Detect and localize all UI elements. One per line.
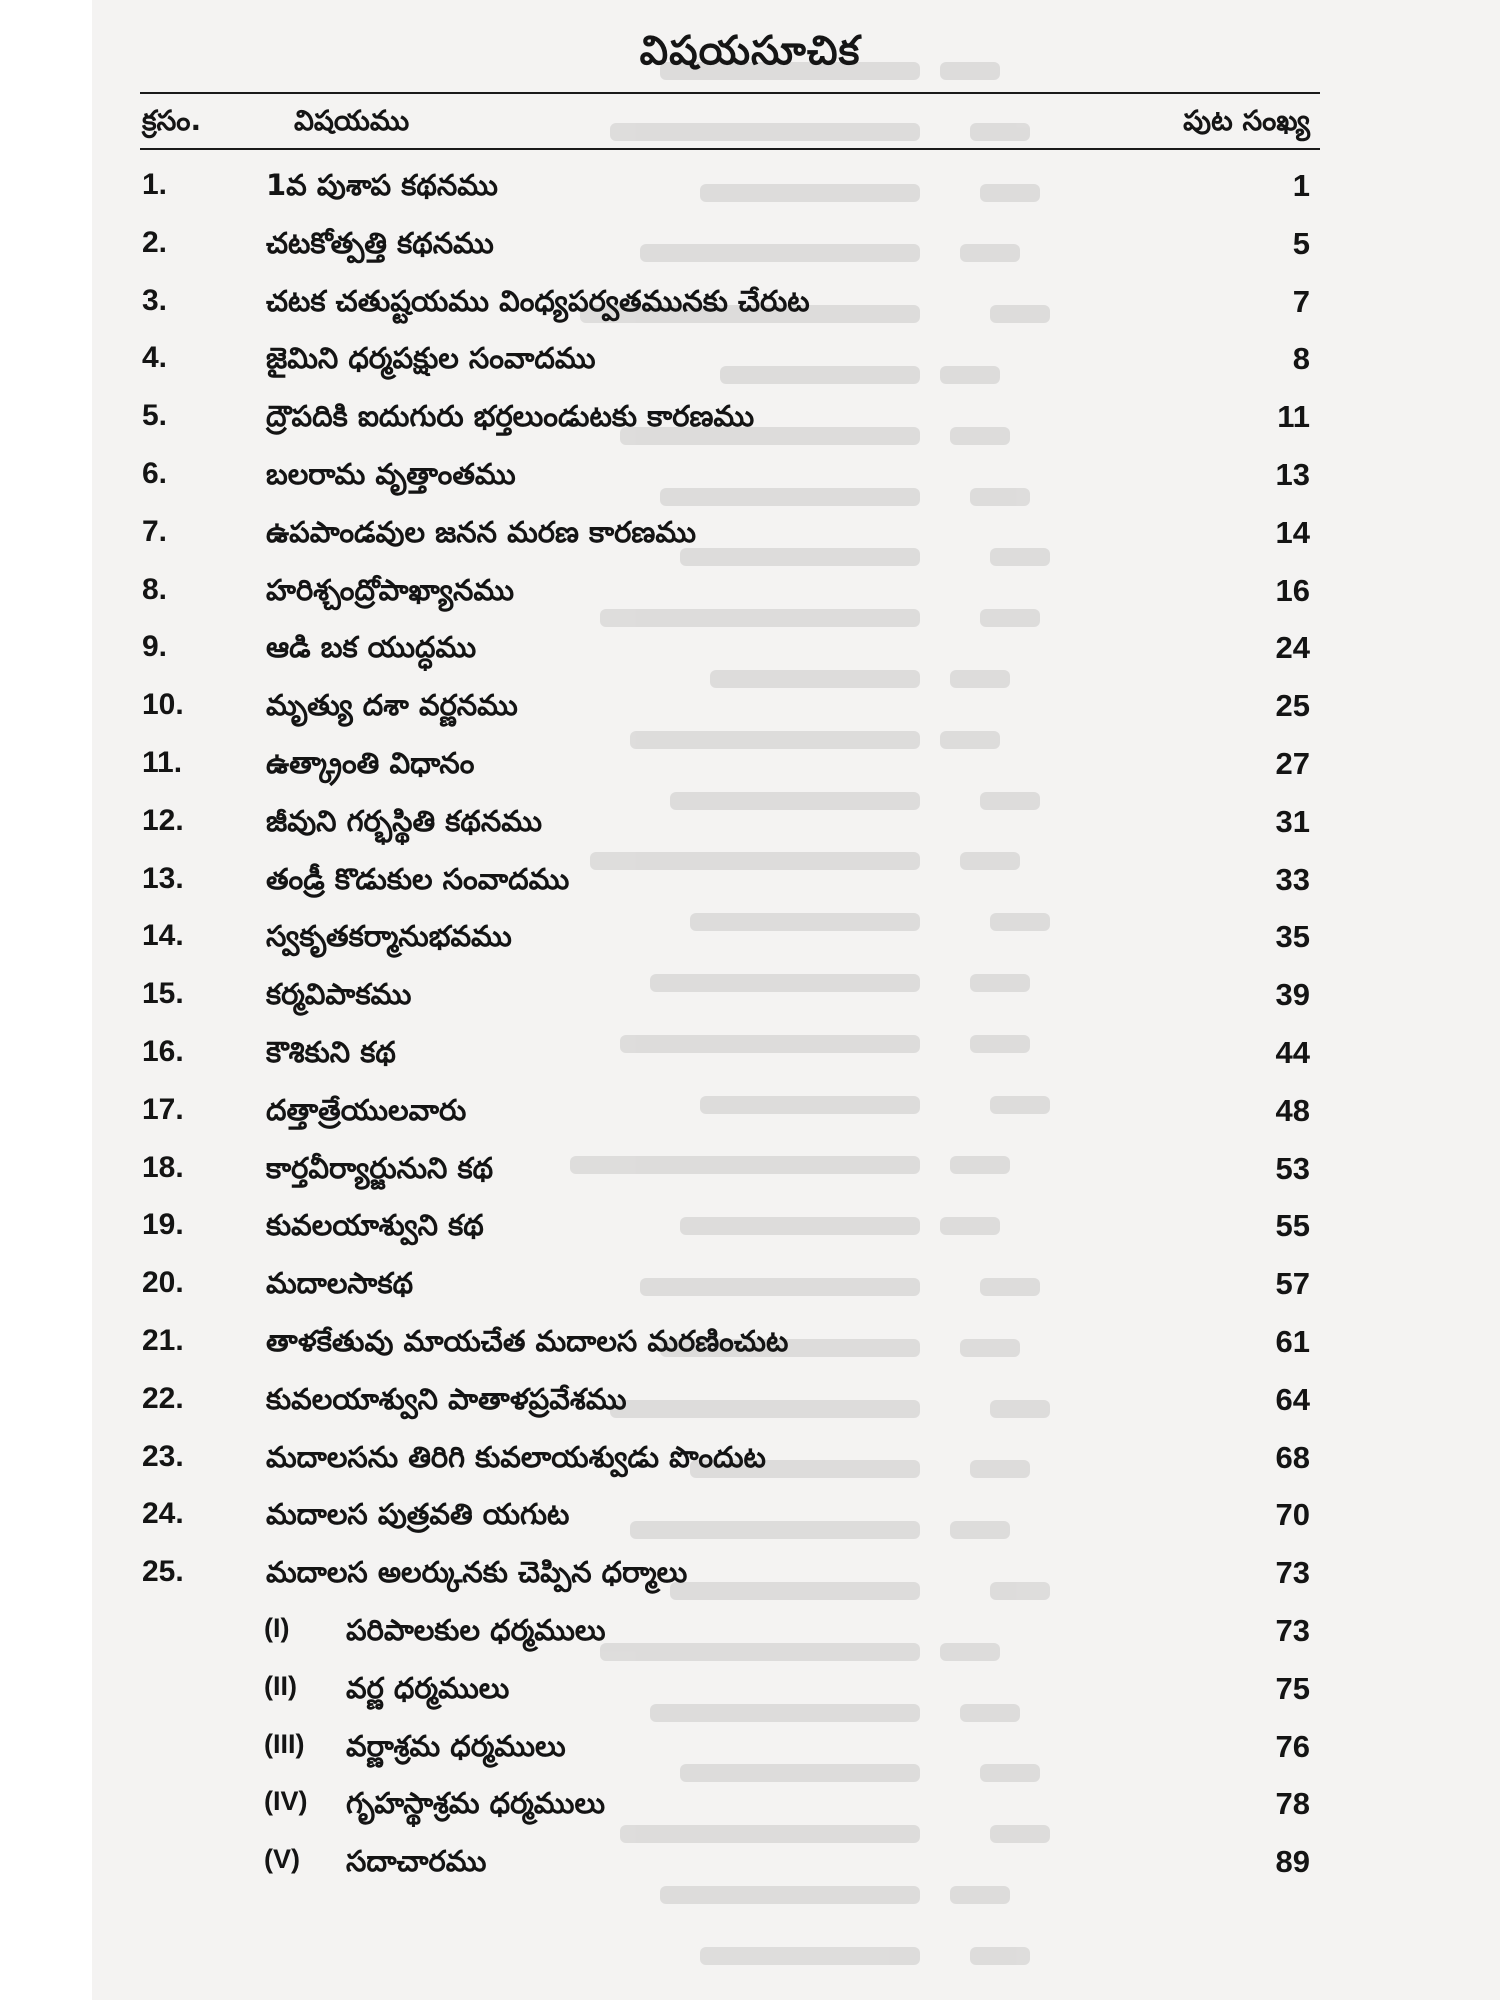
entry-page-number: 8 xyxy=(1292,341,1310,377)
toc-entry xyxy=(0,1430,1500,1488)
header-subject: విషయము xyxy=(294,104,410,137)
header-number: క్రసం. xyxy=(142,104,202,137)
toc-entry xyxy=(0,1083,1500,1141)
toc-entry xyxy=(0,1372,1500,1430)
entry-page-number: 57 xyxy=(1275,1266,1310,1302)
toc-entry xyxy=(0,274,1500,332)
entry-page-number: 27 xyxy=(1275,745,1310,781)
toc-entry xyxy=(0,1545,1500,1603)
entry-subject: కార్తవీర్యార్జునుని కథ xyxy=(266,1150,494,1185)
entry-number: (V) xyxy=(264,1844,300,1875)
entry-number: 22. xyxy=(142,1381,184,1415)
entry-number: (I) xyxy=(264,1612,290,1643)
entry-page-number: 78 xyxy=(1275,1786,1310,1822)
toc-subentry xyxy=(0,1776,1500,1834)
entry-page-number: 14 xyxy=(1275,514,1310,550)
entry-number: 15. xyxy=(142,977,184,1011)
entry-subject: సదాచారము xyxy=(346,1844,487,1879)
toc-entry xyxy=(0,563,1500,621)
entry-subject: ఉత్క్రాంతి విధానం xyxy=(266,745,475,780)
entry-subject: జీవుని గర్భస్థితి కథనము xyxy=(266,803,542,838)
entry-page-number: 75 xyxy=(1275,1670,1310,1706)
entry-number: 7. xyxy=(142,514,168,548)
entry-number: 6. xyxy=(142,456,168,490)
entry-number: 19. xyxy=(142,1208,184,1242)
entry-page-number: 68 xyxy=(1275,1439,1310,1475)
entry-subject: ఆడి బక యుద్ధము xyxy=(266,630,477,665)
entry-page-number: 44 xyxy=(1275,1034,1310,1070)
toc-subentry xyxy=(0,1603,1500,1661)
entry-page-number: 33 xyxy=(1275,861,1310,897)
entry-page-number: 7 xyxy=(1292,283,1310,319)
toc-entry xyxy=(0,447,1500,505)
entry-page-number: 13 xyxy=(1275,456,1310,492)
entry-number: 11. xyxy=(142,745,183,779)
toc-entry xyxy=(0,1256,1500,1314)
entry-number: 13. xyxy=(142,861,184,895)
entry-subject: మదాలస అలర్కునకు చెప్పిన ధర్మాలు xyxy=(266,1555,688,1590)
entry-number: 2. xyxy=(142,225,168,259)
entry-subject: కౌశికుని కథ xyxy=(266,1034,396,1069)
entry-subject: తండ్రీ కొడుకుల సంవాదము xyxy=(266,861,570,896)
toc-entry xyxy=(0,794,1500,852)
toc-entry xyxy=(0,1198,1500,1256)
toc-entry xyxy=(0,736,1500,794)
toc-entry xyxy=(0,1314,1500,1372)
entry-subject: వర్ణాశ్రమ ధర్మములు xyxy=(346,1728,566,1763)
entry-subject: మదాలస పుత్రవతి యగుట xyxy=(266,1497,570,1532)
entry-subject: కువలయాశ్వుని పాతాళప్రవేశము xyxy=(266,1381,627,1416)
toc-entry xyxy=(0,678,1500,736)
entry-number: 3. xyxy=(142,283,168,317)
entry-subject: గృహస్థాశ్రమ ధర్మములు xyxy=(346,1786,606,1821)
entry-page-number: 61 xyxy=(1275,1323,1310,1359)
entry-subject: జైమిని ధర్మపక్షుల సంవాదము xyxy=(266,341,596,376)
toc-subentry xyxy=(0,1661,1500,1719)
entry-subject: బలరామ వృత్తాంతము xyxy=(266,456,516,491)
entry-subject: తాళకేతువు మాయచేత మదాలస మరణించుట xyxy=(266,1323,789,1358)
entry-subject: మృత్యు దశా వర్ణనము xyxy=(266,688,518,723)
toc-entry xyxy=(0,967,1500,1025)
entry-subject: ద్రౌపదికి ఐదుగురు భర్తలుండుటకు కారణము xyxy=(266,399,755,434)
entry-subject: 1వ పుశాప కథనము xyxy=(266,168,498,202)
entry-page-number: 76 xyxy=(1275,1728,1310,1764)
entry-page-number: 55 xyxy=(1275,1208,1310,1244)
entry-page-number: 73 xyxy=(1275,1555,1310,1591)
entry-number: 20. xyxy=(142,1266,184,1300)
page-title: విషయసూచిక xyxy=(639,28,861,74)
entry-page-number: 48 xyxy=(1275,1092,1310,1128)
entry-number: 8. xyxy=(142,572,168,606)
entry-page-number: 1 xyxy=(1292,168,1310,203)
entry-page-number: 5 xyxy=(1292,225,1310,261)
entry-page-number: 73 xyxy=(1275,1612,1310,1648)
entry-page-number: 39 xyxy=(1275,977,1310,1013)
toc-entry xyxy=(0,216,1500,274)
toc-entry xyxy=(0,505,1500,563)
entry-number: 25. xyxy=(142,1555,184,1589)
entry-number: 18. xyxy=(142,1150,184,1184)
entry-number: 10. xyxy=(142,688,184,722)
entry-number: 23. xyxy=(142,1439,184,1473)
entry-page-number: 64 xyxy=(1275,1381,1310,1417)
entry-number: 24. xyxy=(142,1497,184,1531)
toc-entry xyxy=(0,389,1500,447)
toc-entry xyxy=(0,909,1500,967)
entry-number: 9. xyxy=(142,630,168,664)
toc-subentry xyxy=(0,1834,1500,1892)
header-bottom-rule xyxy=(140,148,1320,150)
table-of-contents xyxy=(0,158,1500,1892)
entry-subject: దత్తాత్రేయులవారు xyxy=(266,1092,467,1127)
entry-number: 16. xyxy=(142,1034,184,1068)
entry-page-number: 31 xyxy=(1275,803,1310,839)
entry-subject: పరిపాలకుల ధర్మములు xyxy=(346,1612,606,1647)
entry-subject: మదాలసను తిరిగి కువలాయశ్వుడు పొందుట xyxy=(266,1439,766,1474)
entry-number: 1. xyxy=(142,168,168,201)
entry-page-number: 70 xyxy=(1275,1497,1310,1533)
toc-entry xyxy=(0,620,1500,678)
toc-entry xyxy=(0,852,1500,910)
entry-subject: చటకోత్పత్తి కథనము xyxy=(266,225,494,260)
entry-number: 5. xyxy=(142,399,168,433)
header-page-number: పుట సంఖ్య xyxy=(1183,104,1310,137)
entry-page-number: 25 xyxy=(1275,688,1310,724)
entry-subject: కువలయాశ్వుని కథ xyxy=(266,1208,484,1243)
entry-page-number: 16 xyxy=(1275,572,1310,608)
entry-number: 17. xyxy=(142,1092,184,1126)
entry-number: 4. xyxy=(142,341,168,375)
toc-entry xyxy=(0,1487,1500,1545)
entry-page-number: 89 xyxy=(1275,1844,1310,1880)
entry-subject: హరిశ్చంద్రోపాఖ్యానము xyxy=(266,572,515,607)
entry-subject: మదాలసాకథ xyxy=(266,1266,414,1301)
entry-number: (IV) xyxy=(264,1786,308,1817)
toc-entry xyxy=(0,158,1500,216)
entry-number: (II) xyxy=(264,1670,297,1701)
entry-number: 14. xyxy=(142,919,184,953)
entry-subject: ఉపపాండవుల జనన మరణ కారణము xyxy=(266,514,697,549)
entry-number: 21. xyxy=(142,1323,184,1357)
entry-subject: కర్మవిపాకము xyxy=(266,977,412,1012)
entry-subject: చటక చతుష్టయము వింధ్యపర్వతమునకు చేరుట xyxy=(266,283,810,318)
toc-subentry xyxy=(0,1719,1500,1777)
toc-entry xyxy=(0,1141,1500,1199)
toc-entry xyxy=(0,1025,1500,1083)
entry-number: (III) xyxy=(264,1728,305,1759)
entry-page-number: 24 xyxy=(1275,630,1310,666)
entry-page-number: 53 xyxy=(1275,1150,1310,1186)
entry-subject: వర్ణ ధర్మములు xyxy=(346,1670,510,1705)
entry-page-number: 35 xyxy=(1275,919,1310,955)
entry-number: 12. xyxy=(142,803,184,837)
header-top-rule xyxy=(140,92,1320,94)
toc-entry xyxy=(0,331,1500,389)
entry-page-number: 11 xyxy=(1277,399,1310,435)
entry-subject: స్వకృతకర్మానుభవము xyxy=(266,919,512,954)
